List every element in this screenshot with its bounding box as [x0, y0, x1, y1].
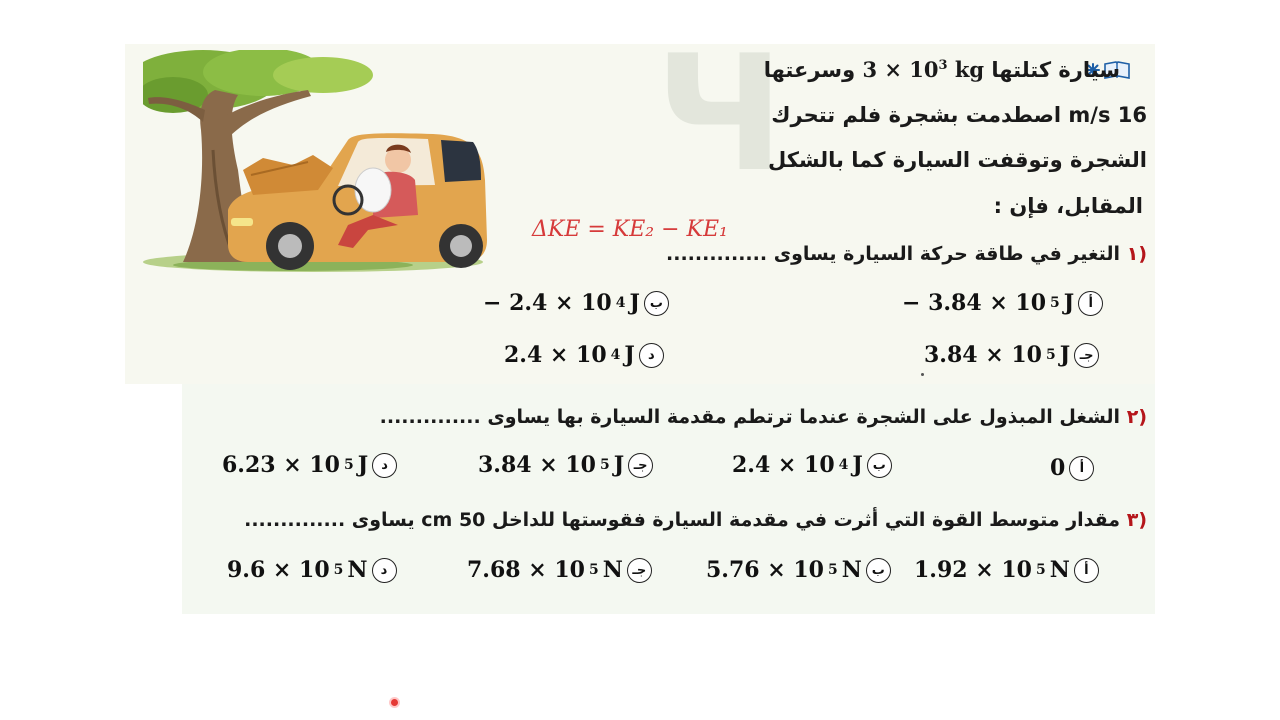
q1-choice-c[interactable]: 3.84 × 10 5 J جـ [924, 342, 1099, 368]
q2-choice-d[interactable]: 6.23 × 10 5 J د [222, 452, 397, 478]
q1-choice-d[interactable]: 2.4 × 10 4 J د [504, 342, 664, 368]
q1-choice-c-value: 3.84 × 10 [924, 342, 1042, 368]
problem-line-1: سيارة كتلتها $3 \times 10^3$ kg وسرعتها [763, 57, 1120, 82]
q2-choice-a-value: 0 [1050, 455, 1066, 481]
q3-choice-b-value: 5.76 × 10 [706, 557, 824, 583]
q3-choice-a-value: 1.92 × 10 [914, 557, 1032, 583]
cursor-marker [391, 699, 398, 706]
q1-choice-d-value: 2.4 × 10 [504, 342, 607, 368]
question-1-text: التغير في طاقة حركة السيارة يساوى [773, 243, 1121, 265]
q3-choice-b-badge: ب [866, 558, 891, 583]
question-3-dots: .............. [244, 509, 346, 531]
q1-choice-b-value: − 2.4 × 10 [483, 290, 612, 316]
q1-choice-b-badge: ب [644, 291, 669, 316]
q1-choice-a-badge: أ [1078, 291, 1103, 316]
q1-choice-d-unit: J [624, 342, 635, 368]
question-3-text: مقدار متوسط القوة التي أثرت في مقدمة السيارة فقوستها للداخل 50 cm يساوى [351, 509, 1121, 531]
q1-choice-a-value: − 3.84 × 10 [902, 290, 1047, 316]
q3-choice-d-unit: N [347, 557, 368, 583]
q3-choice-b-unit: N [841, 557, 862, 583]
q1-choice-b[interactable]: − 2.4 × 10 4 J ب [483, 290, 669, 316]
question-2-number: (٢ [1126, 406, 1147, 428]
question-1 [666, 243, 1147, 265]
problem-line-4: المقابل، فإن : [993, 194, 1143, 218]
q1-choice-a-unit: J [1063, 290, 1075, 316]
q1-choice-a[interactable]: − 3.84 × 10 5 J أ [902, 290, 1103, 316]
q1-choice-b-unit: J [629, 290, 640, 316]
q2-choice-c-badge: جـ [628, 453, 653, 478]
q2-choice-d-unit: J [357, 452, 369, 478]
q2-choice-c-value: 3.84 × 10 [478, 452, 596, 478]
q2-choice-b-value: 2.4 × 10 [732, 452, 835, 478]
question-1-number: (١ [1126, 243, 1147, 265]
q2-choice-d-value: 6.23 × 10 [222, 452, 340, 478]
q2-choice-a-badge: أ [1069, 456, 1094, 481]
q3-choice-d-value: 9.6 × 10 [227, 557, 330, 583]
question-2-dots: .............. [379, 406, 481, 428]
problem-line-2: 16 m/s اصطدمت بشجرة فلم تتحرك [771, 103, 1147, 127]
q1-choice-c-unit: J [1059, 342, 1071, 368]
q3-choice-b[interactable]: 5.76 × 10 5 N ب [706, 557, 891, 583]
question-2-text: الشغل المبذول على الشجرة عندما ترتطم مقدمة السيارة بها يساوى [487, 406, 1121, 428]
delta-ke-formula: ΔKE = KE₂ − KE₁ [532, 217, 728, 242]
q3-choice-c-value: 7.68 × 10 [467, 557, 585, 583]
bleed-through-glyph: Ч [655, 20, 785, 207]
question-2 [380, 406, 1147, 428]
car-tree-illustration [143, 50, 488, 272]
stray-dot [921, 373, 924, 376]
q1-choice-d-badge: د [639, 343, 664, 368]
problem-line-3: الشجرة وتوقفت السيارة كما بالشكل [767, 148, 1147, 172]
q3-choice-c-badge: جـ [627, 558, 652, 583]
question-3-number: (٣ [1126, 509, 1147, 531]
q2-choice-b[interactable]: 2.4 × 10 4 J ب [732, 452, 892, 478]
q2-choice-b-unit: J [852, 452, 863, 478]
q3-choice-a-unit: N [1049, 557, 1070, 583]
q2-choice-c[interactable]: 3.84 × 10 5 J جـ [478, 452, 653, 478]
q3-choice-c-unit: N [602, 557, 623, 583]
q3-choice-a-badge: أ [1074, 558, 1099, 583]
q3-choice-a[interactable]: 1.92 × 10 5 N أ [914, 557, 1099, 583]
q3-choice-c[interactable]: 7.68 × 10 5 N جـ [467, 557, 652, 583]
q2-choice-b-badge: ب [867, 453, 892, 478]
question-3 [244, 509, 1147, 531]
q2-choice-a[interactable] [1050, 455, 1094, 481]
q2-choice-d-badge: د [372, 453, 397, 478]
q1-choice-c-badge: جـ [1074, 343, 1099, 368]
question-1-dots: .............. [666, 243, 768, 265]
q3-choice-d-badge: د [372, 558, 397, 583]
q2-choice-c-unit: J [613, 452, 625, 478]
q3-choice-d[interactable]: 9.6 × 10 5 N د [227, 557, 397, 583]
